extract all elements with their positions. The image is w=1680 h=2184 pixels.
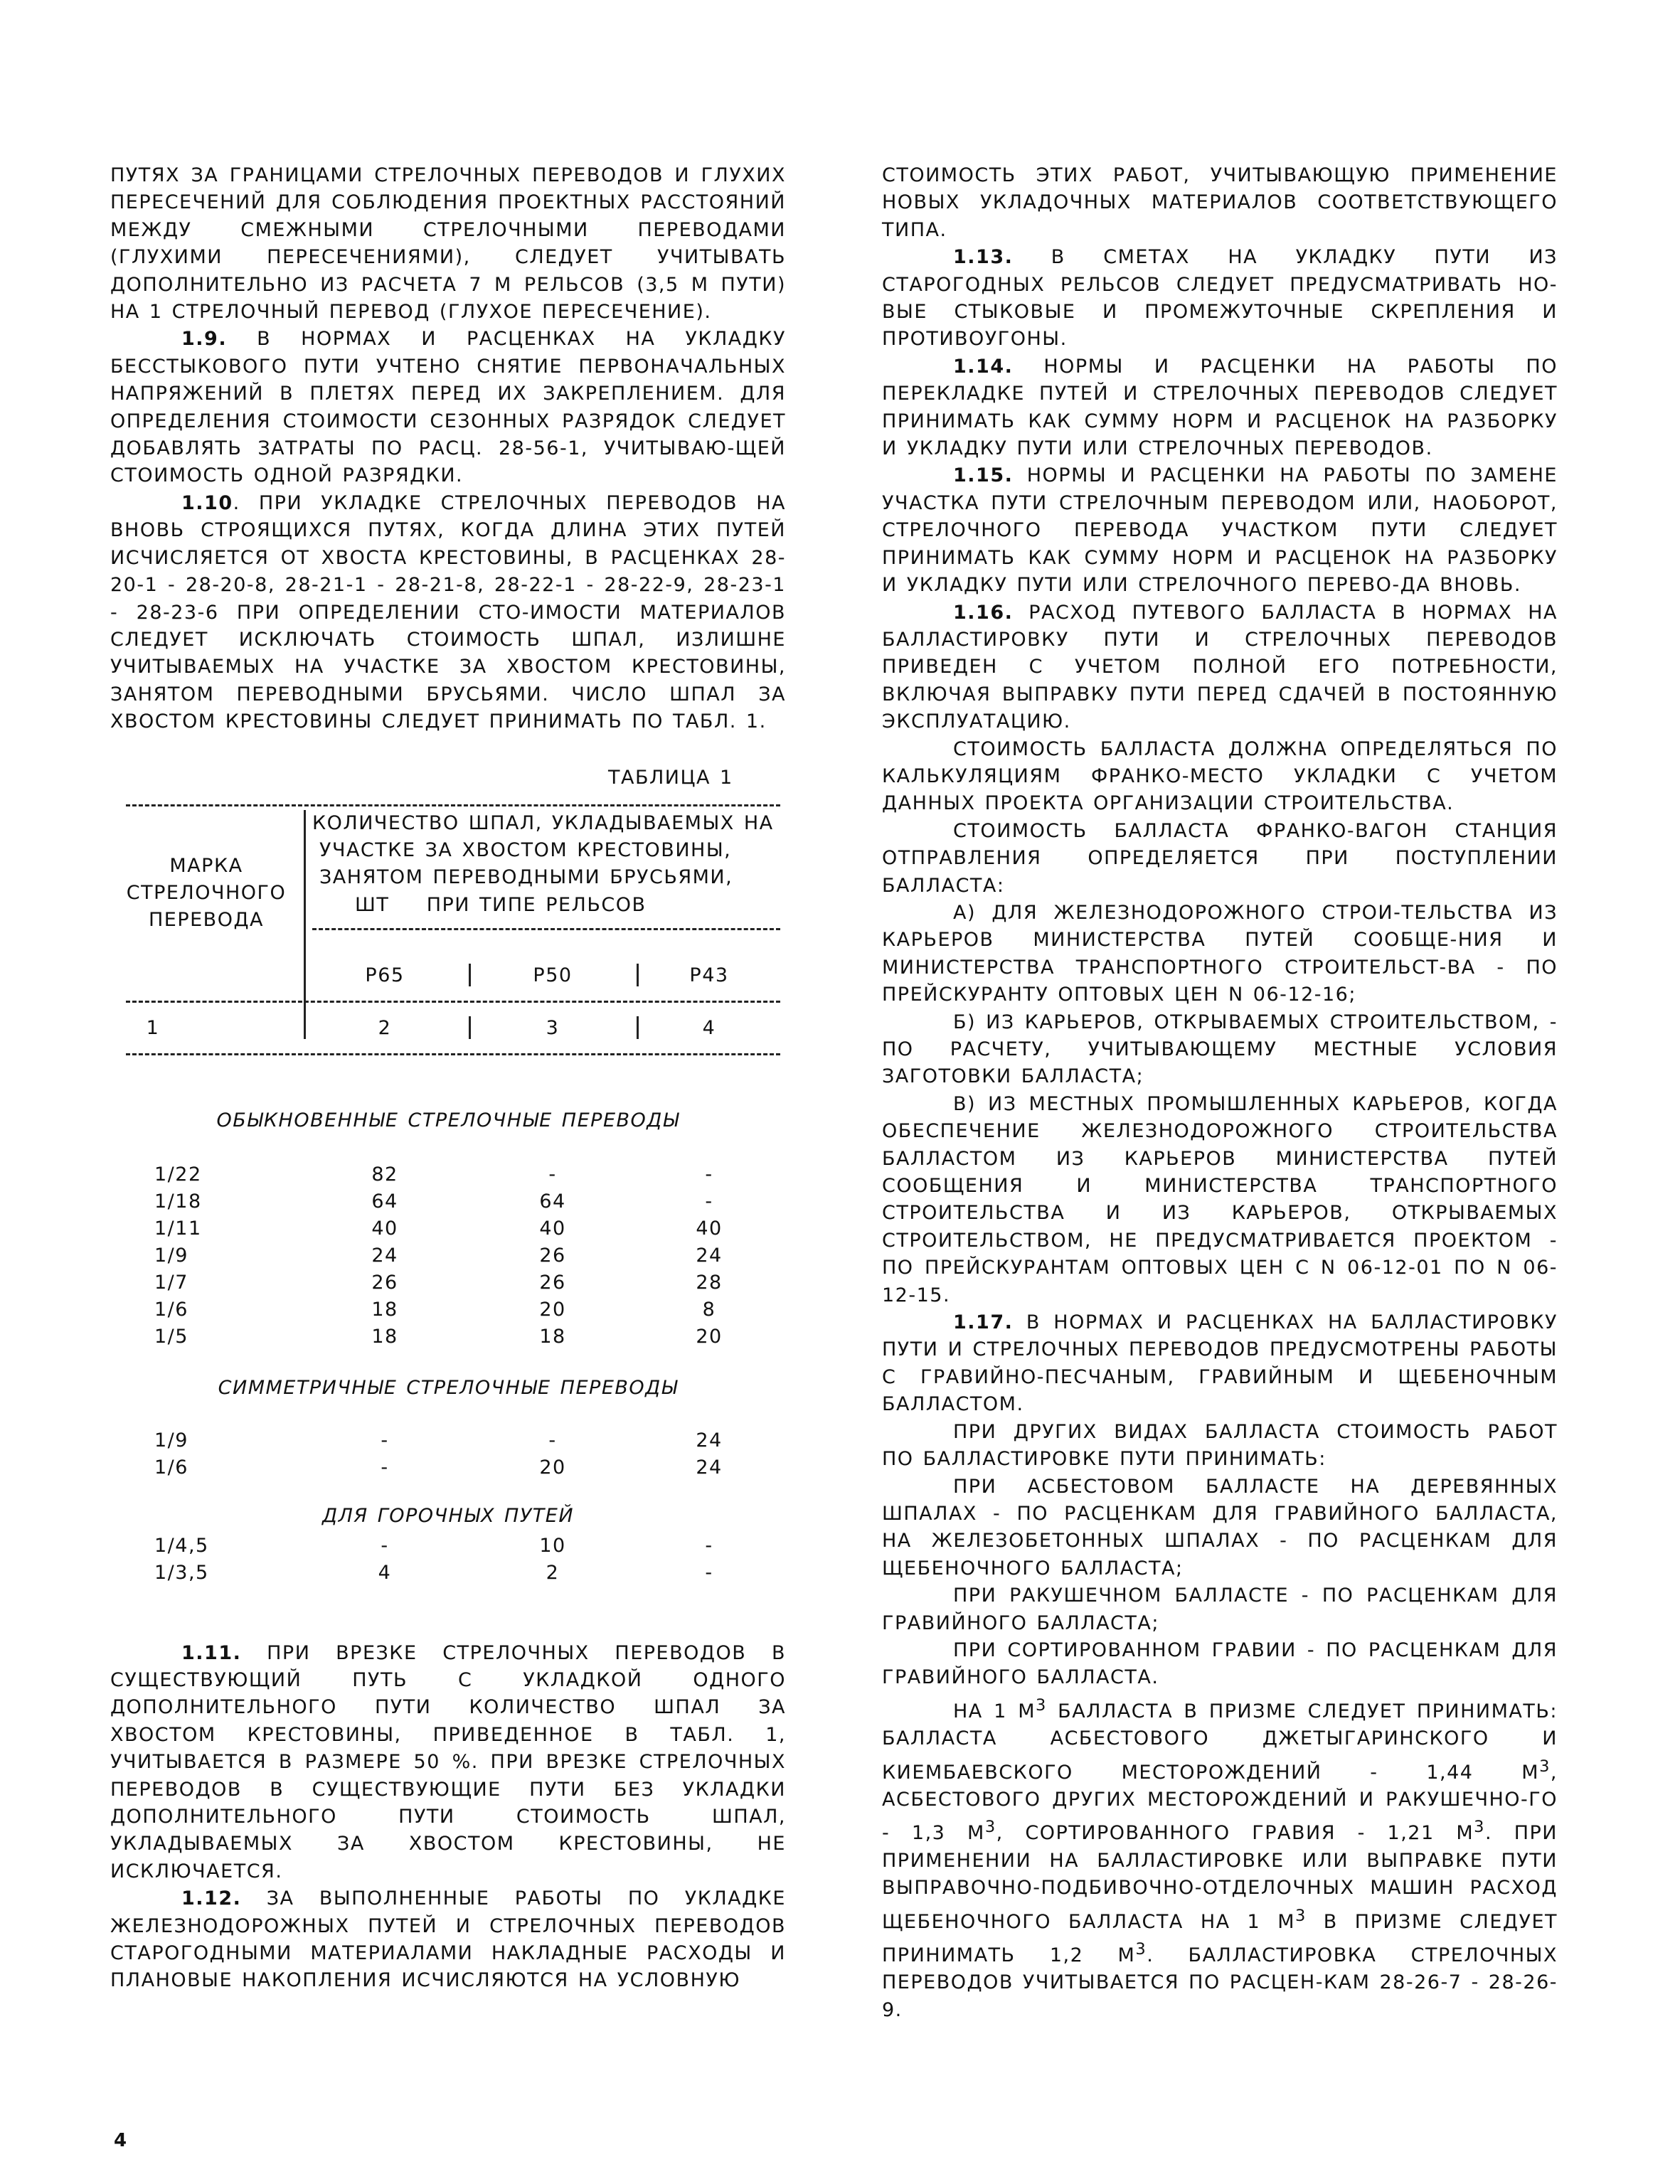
table-row-col-numbers xyxy=(110,1015,786,1042)
table-cell: 28 xyxy=(696,1271,723,1294)
table-cell: 1/22 xyxy=(154,1163,202,1186)
table-rule-mid xyxy=(126,1001,780,1003)
col-number: 4 xyxy=(702,1016,716,1039)
clause-number: 1.11. xyxy=(181,1641,242,1664)
table-cell: 18 xyxy=(539,1325,566,1348)
table-cell: 20 xyxy=(539,1456,566,1479)
table-cell: 1/9 xyxy=(154,1429,188,1451)
table-row xyxy=(110,1242,786,1269)
table-cell: - xyxy=(705,1163,713,1186)
section-title: ДЛЯ ГОРОЧНЫХ ПУТЕЙ xyxy=(321,1504,575,1527)
table-cell: 1/3,5 xyxy=(154,1561,209,1584)
table-cell: - xyxy=(705,1561,713,1584)
table-cell: 20 xyxy=(696,1325,723,1348)
rail-type: Р43 xyxy=(689,964,729,986)
table-cell: 1/9 xyxy=(154,1244,188,1267)
head-line: СТРЕЛОЧНОГО xyxy=(126,881,287,904)
table-cell: 18 xyxy=(371,1325,398,1348)
table-head-col2 xyxy=(312,810,774,920)
paragraph-continuation: ПУТЯХ ЗА ГРАНИЦАМИ СТРЕЛОЧНЫХ ПЕРЕВОДОВ И ГЛУХИХ ПЕРЕСЕЧЕНИЙ ДЛЯ СОБЛЮДЕНИЯ ПРОЕКТНЫХ РАССТОЯНИЙ МЕЖДУ СМЕЖНЫМИ СТРЕЛОЧНЫМИ ПЕРЕВОДАМИ (ГЛУХИМИ ПЕРЕСЕЧЕНИЯМИ), СЛЕДУЕТ УЧИТЫВАТЬ ДОПОЛНИТЕЛЬНО ИЗ РАСЧЕТА 7 М РЕЛЬСОВ (3,5 М ПУТИ) НА 1 СТРЕЛОЧНЫЙ ПЕРЕВОД (ГЛУХОЕ ПЕРЕСЕЧЕНИЕ). xyxy=(110,164,786,324)
page-number: 4 xyxy=(114,2130,127,2151)
table-cell: 82 xyxy=(371,1163,398,1186)
clause-text: . ПРИ УКЛАДКЕ СТРЕЛОЧНЫХ ПЕРЕВОДОВ НА ВНОВЬ СТРОЯЩИХСЯ ПУТЯХ, КОГДА ДЛИНА ЭТИХ ПУТЕЙ ИСЧИСЛЯЕТСЯ ОТ ХВОСТА КРЕСТОВИНЫ, В РАСЦЕНКАХ 28-20-1 - 28-20-8, 28-21-1 - 28-21-8, 28-22-1 - 28-22-9, 28-23-1 - 28-23-6 ПРИ ОПРЕДЕЛЕНИИ СТО-ИМОСТИ МАТЕРИАЛОВ СЛЕДУЕТ ИСКЛЮЧАТЬ СТОИМОСТЬ ШПАЛ, ИЗЛИШНЕ УЧИТЫВАЕМЫХ НА УЧАСТКЕ ЗА ХВОСТОМ КРЕСТОВИНЫ, ЗАНЯТОМ ПЕРЕВОДНЫМИ БРУСЬЯМИ. ЧИСЛО ШПАЛ ЗА ХВОСТОМ КРЕСТОВИНЫ СЛЕДУЕТ ПРИНИМАТЬ ПО ТАБЛ. 1. xyxy=(110,491,786,733)
table-rule-sub xyxy=(312,928,780,930)
table-cell: 1/7 xyxy=(154,1271,188,1294)
table-cell: 24 xyxy=(696,1244,723,1267)
clause-text: В НОРМАХ И РАСЦЕНКАХ НА УКЛАДКУ БЕССТЫКОВОГО ПУТИ УЧТЕНО СНЯТИЕ ПЕРВОНАЧАЛЬНЫХ НАПРЯЖЕНИЙ В ПЛЕТЯХ ПЕРЕД ИХ ЗАКРЕПЛЕНИЕМ. ДЛЯ ОПРЕДЕЛЕНИЯ СТОИМОСТИ СЕЗОННЫХ РАЗРЯДОК СЛЕДУЕТ ДОБАВЛЯТЬ ЗАТРАТЫ ПО РАСЦ. 28-56-1, УЧИТЫВАЮ-ЩЕЙ СТОИМОСТЬ ОДНОЙ РАЗРЯДКИ. xyxy=(110,328,786,487)
table-cell: 24 xyxy=(371,1244,398,1267)
table-row xyxy=(110,1269,786,1296)
paragraph-1-13 xyxy=(882,244,1558,353)
table-vertical-rule xyxy=(469,964,471,986)
superscript: 3 xyxy=(1295,1906,1307,1925)
table-cell: - xyxy=(381,1429,389,1451)
table-row-rail-types xyxy=(110,962,786,989)
right-column xyxy=(882,162,1558,2024)
list-item-c: В) ИЗ МЕСТНЫХ ПРОМЫШЛЕННЫХ КАРЬЕРОВ, КОГДА ОБЕСПЕЧЕНИЕ ЖЕЛЕЗНОДОРОЖНОГО СТРОИТЕЛЬСТВА БАЛЛАСТОМ ИЗ КАРЬЕРОВ МИНИСТЕРСТВА ПУТЕЙ СООБЩЕНИЯ И МИНИСТЕРСТВА ТРАНСПОРТНОГО СТРОИТЕЛЬСТВА И ИЗ КАРЬЕРОВ, ОТКРЫВАЕМЫХ СТРОИТЕЛЬСТВОМ, НЕ ПРЕДУСМАТРИВАЕТСЯ ПРОЕКТОМ - ПО ПРЕЙСКУРАНТАМ ОПТОВЫХ ЦЕН С N 06-12-01 ПО N 06-12-15. xyxy=(882,1092,1558,1306)
clause-number: 1.15. xyxy=(953,464,1014,487)
table-row xyxy=(110,1454,786,1481)
clause-number: 1.12. xyxy=(181,1887,242,1910)
table-cell: 1/6 xyxy=(154,1456,188,1479)
superscript: 3 xyxy=(984,1818,996,1837)
table-cell: 1/18 xyxy=(154,1190,202,1213)
head-line: МАРКА xyxy=(169,854,243,877)
list-item-b: Б) ИЗ КАРЬЕРОВ, ОТКРЫВАЕМЫХ СТРОИТЕЛЬСТВОМ, - ПО РАСЧЕТУ, УЧИТЫВАЮЩЕМУ МЕСТНЫЕ УСЛОВИЯ ЗАГОТОВКИ БАЛЛАСТА; xyxy=(882,1011,1558,1088)
col-number: 3 xyxy=(546,1016,560,1039)
rail-type: Р65 xyxy=(365,964,405,986)
rail-type: Р50 xyxy=(533,964,573,986)
paragraph-1-15 xyxy=(882,462,1558,599)
paragraph-1-12 xyxy=(110,1885,786,1995)
text-run: , СОРТИРОВАННОГО ГРАВИЯ - 1,21 М xyxy=(996,1822,1474,1845)
table-cell: 8 xyxy=(702,1298,716,1321)
section-title: ОБЫКНОВЕННЫЕ СТРЕЛОЧНЫЕ ПЕРЕВОДЫ xyxy=(216,1109,680,1131)
paragraph-shell: ПРИ РАКУШЕЧНОМ БАЛЛАСТЕ - ПО РАСЦЕНКАМ ДЛЯ ГРАВИЙНОГО БАЛЛАСТА; xyxy=(882,1584,1558,1634)
text-run: БАЛЛАСТА В ПРИЗМЕ СЛЕДУЕТ ПРИНИМАТЬ: БАЛЛАСТА АСБЕСТОВОГО ДЖЕТЫГАРИНСКОГО И КИЕМБАЕВСКОГО МЕСТОРОЖДЕНИЙ - 1,44 М xyxy=(882,1700,1558,1784)
head-line: ПЕРЕВОДА xyxy=(148,909,265,932)
table-head-col1 xyxy=(110,826,302,934)
text-run: . БАЛЛАСТИРОВКА СТРЕЛОЧНЫХ ПЕРЕВОДОВ УЧИТЫВАЕТСЯ ПО РАСЦЕН-КАМ 28-26-7 - 28-26-9. xyxy=(882,1944,1558,2021)
text-run: НА 1 М xyxy=(953,1700,1036,1722)
table-cell: - xyxy=(705,1190,713,1213)
clause-text: ПРИ ВРЕЗКЕ СТРЕЛОЧНЫХ ПЕРЕВОДОВ В СУЩЕСТВУЮЩИЙ ПУТЬ С УКЛАДКОЙ ОДНОГО ДОПОЛНИТЕЛЬНОГО ПУТИ КОЛИЧЕСТВО ШПАЛ ЗА ХВОСТОМ КРЕСТОВИНЫ, ПРИВЕДЕННОЕ В ТАБЛ. 1, УЧИТЫВАЕТСЯ В РАЗМЕРЕ 50 %. ПРИ ВРЕЗКЕ СТРЕЛОЧНЫХ ПЕРЕВОДОВ В СУЩЕСТВУЮЩИЕ ПУТИ БЕЗ УКЛАДКИ ДОПОЛНИТЕЛЬНОГО ПУТИ СТОИМОСТЬ ШПАЛ, УКЛАДЫВАЕМЫХ ЗА ХВОСТОМ КРЕСТОВИНЫ, НЕ ИСКЛЮЧАЕТСЯ. xyxy=(110,1641,786,1882)
table-cell: 24 xyxy=(696,1456,723,1479)
table-vertical-rule xyxy=(637,964,639,986)
superscript: 3 xyxy=(1035,1695,1047,1715)
head-line: КОЛИЧЕСТВО ШПАЛ, УКЛАДЫВАЕМЫХ НА xyxy=(312,811,774,834)
table-cell: 2 xyxy=(546,1561,560,1584)
table-cell: 26 xyxy=(539,1244,566,1267)
table-vertical-rule xyxy=(637,1016,639,1039)
head-line: ЗАНЯТОМ ПЕРЕВОДНЫМИ БРУСЬЯМИ, xyxy=(319,866,733,889)
table-row xyxy=(110,1188,786,1215)
paragraph-1-17 xyxy=(882,1309,1558,1419)
clause-number: 1.17. xyxy=(953,1311,1014,1334)
superscript: 3 xyxy=(1135,1940,1147,1959)
superscript: 3 xyxy=(1539,1757,1551,1776)
clause-text: НОРМЫ И РАСЦЕНКИ НА РАБОТЫ ПО ЗАМЕНЕ УЧАСТКА ПУТИ СТРЕЛОЧНЫМ ПЕРЕВОДОМ ИЛИ, НАОБОРОТ, СТРЕЛОЧНОГО ПЕРЕВОДА УЧАСТКОМ ПУТИ СЛЕДУЕТ ПРИНИМАТЬ КАК СУММУ НОРМ И РАСЦЕНОК НА РАЗБОРКУ И УКЛАДКУ ПУТИ ИЛИ СТРЕЛОЧНОГО ПЕРЕВО-ДА ВНОВЬ. xyxy=(882,464,1558,597)
col-number: 1 xyxy=(146,1016,160,1039)
table-cell: - xyxy=(381,1534,389,1557)
table-vertical-rule xyxy=(304,1016,306,1039)
table-row xyxy=(110,1533,786,1560)
text-run: В ПРИЗМЕ СЛЕДУЕТ ПРИНИМАТЬ 1,2 М xyxy=(882,1910,1558,1966)
table-row xyxy=(110,1427,786,1454)
table-cell: - xyxy=(548,1429,557,1451)
table-cell: 64 xyxy=(539,1190,566,1213)
paragraph-1-10 xyxy=(110,490,786,736)
col-number: 2 xyxy=(378,1016,392,1039)
clause-text: В СМЕТАХ НА УКЛАДКУ ПУТИ ИЗ СТАРОГОДНЫХ РЕЛЬСОВ СЛЕДУЕТ ПРЕДУСМАТРИВАТЬ НО-ВЫЕ СТЫКОВЫЕ И ПРОМЕЖУТОЧНЫЕ СКРЕПЛЕНИЯ И ПРОТИВОУГОНЫ. xyxy=(882,246,1558,351)
clause-number: 1.16. xyxy=(953,601,1014,624)
table-row xyxy=(110,1161,786,1188)
clause-number: 1.10 xyxy=(181,491,233,514)
paragraph-other-ballast: ПРИ ДРУГИХ ВИДАХ БАЛЛАСТА СТОИМОСТЬ РАБОТ ПО БАЛЛАСТИРОВКЕ ПУТИ ПРИНИМАТЬ: xyxy=(882,1420,1558,1471)
clause-text: В НОРМАХ И РАСЦЕНКАХ НА БАЛЛАСТИРОВКУ ПУТИ И СТРЕЛОЧНЫХ ПЕРЕВОДОВ ПРЕДУСМОТРЕНЫ РАБОТЫ С ГРАВИЙНО-ПЕСЧАНЫМ, ГРАВИЙНЫМ И ЩЕБЕНОЧНЫМ БАЛЛАСТОМ. xyxy=(882,1311,1558,1416)
table-cell: 40 xyxy=(371,1217,398,1240)
table-cell: 40 xyxy=(539,1217,566,1240)
superscript: 3 xyxy=(1474,1818,1485,1837)
table-vertical-rule xyxy=(469,1016,471,1039)
clause-text: ЗА ВЫПОЛНЕННЫЕ РАБОТЫ ПО УКЛАДКЕ ЖЕЛЕЗНОДОРОЖНЫХ ПУТЕЙ И СТРЕЛОЧНЫХ ПЕРЕВОДОВ СТАРОГОДНЫМИ МАТЕРИАЛАМИ НАКЛАДНЫЕ РАСХОДЫ И ПЛАНОВЫЕ НАКОПЛЕНИЯ ИСЧИСЛЯЮТСЯ НА УСЛОВНУЮ xyxy=(110,1887,786,1992)
table-row xyxy=(110,1560,786,1587)
paragraph-continuation: СТОИМОСТЬ ЭТИХ РАБОТ, УЧИТЫВАЮЩУЮ ПРИМЕНЕНИЕ НОВЫХ УКЛАДОЧНЫХ МАТЕРИАЛОВ СООТВЕТСТВУЮЩЕГО ТИПА. xyxy=(882,164,1558,241)
table-cell: 1/6 xyxy=(154,1298,188,1321)
clause-number: 1.14. xyxy=(953,355,1014,378)
table-cell: 18 xyxy=(371,1298,398,1321)
paragraph-1-11 xyxy=(110,1640,786,1886)
table-title: ТАБЛИЦА 1 xyxy=(608,766,733,789)
clause-number: 1.13. xyxy=(953,246,1014,269)
clause-number: 1.9. xyxy=(181,328,228,351)
table-cell: 64 xyxy=(371,1190,398,1213)
paragraph-ballast-station: СТОИМОСТЬ БАЛЛАСТА ФРАНКО-ВАГОН СТАНЦИЯ ОТПРАВЛЕНИЯ ОПРЕДЕЛЯЕТСЯ ПРИ ПОСТУПЛЕНИИ БАЛЛАСТА: xyxy=(882,819,1558,897)
table-cell: 1/11 xyxy=(154,1217,202,1240)
table-row xyxy=(110,1296,786,1323)
table-cell: 10 xyxy=(539,1534,566,1557)
table-rule-bottom xyxy=(126,1053,780,1055)
paragraph-1-16 xyxy=(882,600,1558,736)
table-row xyxy=(110,1323,786,1351)
paragraph-1-9 xyxy=(110,326,786,489)
table-cell: - xyxy=(548,1163,557,1186)
table-cell: 1/5 xyxy=(154,1325,188,1348)
table-cell: 24 xyxy=(696,1429,723,1451)
paragraph-asbestos: ПРИ АСБЕСТОВОМ БАЛЛАСТЕ НА ДЕРЕВЯННЫХ ШПАЛАХ - ПО РАСЦЕНКАМ ДЛЯ ГРАВИЙНОГО БАЛЛАСТА, НА ЖЕЛЕЗОБЕТОННЫХ ШПАЛАХ - ПО РАСЦЕНКАМ ДЛЯ ЩЕБЕНОЧНОГО БАЛЛАСТА; xyxy=(882,1475,1558,1580)
table-cell: 20 xyxy=(539,1298,566,1321)
table-row xyxy=(110,1215,786,1242)
table-cell: 26 xyxy=(371,1271,398,1294)
head-line: УЧАСТКЕ ЗА ХВОСТОМ КРЕСТОВИНЫ, xyxy=(319,838,732,861)
paragraph-sorted-gravel: ПРИ СОРТИРОВАННОМ ГРАВИИ - ПО РАСЦЕНКАМ ДЛЯ ГРАВИЙНОГО БАЛЛАСТА. xyxy=(882,1639,1558,1689)
table-cell: - xyxy=(381,1456,389,1479)
table-cell: 40 xyxy=(696,1217,723,1240)
clause-text: НОРМЫ И РАСЦЕНКИ НА РАБОТЫ ПО ПЕРЕКЛАДКЕ ПУТЕЙ И СТРЕЛОЧНЫХ ПЕРЕВОДОВ СЛЕДУЕТ ПРИНИМАТЬ КАК СУММУ НОРМ И РАСЦЕНОК НА РАЗБОРКУ И УКЛАДКУ ПУТИ ИЛИ СТРЕЛОЧНЫХ ПЕРЕВОДОВ. xyxy=(882,355,1558,460)
table-cell: 26 xyxy=(539,1271,566,1294)
text-run: , АСБЕСТОВОГО ДРУГИХ МЕСТОРОЖДЕНИЙ И РАКУШЕЧНО-ГО - 1,3 М xyxy=(882,1761,1558,1845)
table-cell: 1/4,5 xyxy=(154,1534,209,1557)
paragraph-1-14 xyxy=(882,353,1558,463)
section-title: СИММЕТРИЧНЫЕ СТРЕЛОЧНЫЕ ПЕРЕВОДЫ xyxy=(218,1376,679,1399)
head-line: ШТ ПРИ ТИПЕ РЕЛЬСОВ xyxy=(355,893,647,916)
left-column xyxy=(110,162,786,1995)
table-rule-top xyxy=(126,804,780,806)
paragraph-ballast-volume xyxy=(882,1692,1558,2024)
table-1 xyxy=(110,736,786,1593)
table-cell: 4 xyxy=(378,1561,392,1584)
paragraph-ballast-cost: СТОИМОСТЬ БАЛЛАСТА ДОЛЖНА ОПРЕДЕЛЯТЬСЯ ПО КАЛЬКУЛЯЦИЯМ ФРАНКО-МЕСТО УКЛАДКИ С УЧЕТОМ ДАННЫХ ПРОЕКТА ОРГАНИЗАЦИИ СТРОИТЕЛЬСТВА. xyxy=(882,737,1558,815)
text-run: . ПРИ ПРИМЕНЕНИИ НА БАЛЛАСТИРОВКЕ ИЛИ ВЫПРАВКЕ ПУТИ ВЫПРАВОЧНО-ПОДБИВОЧНО-ОТДЕЛОЧНЫХ МАШИН РАСХОД ЩЕБЕНОЧНОГО БАЛЛАСТА НА 1 М xyxy=(882,1822,1558,1933)
table-cell: - xyxy=(705,1534,713,1557)
list-item-a: А) ДЛЯ ЖЕЛЕЗНОДОРОЖНОГО СТРОИ-ТЕЛЬСТВА ИЗ КАРЬЕРОВ МИНИСТЕРСТВА ПУТЕЙ СООБЩЕ-НИЯ И МИНИСТЕРСТВА ТРАНСПОРТНОГО СТРОИТЕЛЬСТ-ВА - ПО ПРЕЙСКУРАНТУ ОПТОВЫХ ЦЕН N 06-12-16; xyxy=(882,901,1558,1006)
clause-text: РАСХОД ПУТЕВОГО БАЛЛАСТА В НОРМАХ НА БАЛЛАСТИРОВКУ ПУТИ И СТРЕЛОЧНЫХ ПЕРЕВОДОВ ПРИВЕДЕН С УЧЕТОМ ПОЛНОЙ ЕГО ПОТРЕБНОСТИ, ВКЛЮЧАЯ ВЫПРАВКУ ПУТИ ПЕРЕД СДАЧЕЙ В ПОСТОЯННУЮ ЭКСПЛУАТАЦИЮ. xyxy=(882,601,1558,733)
